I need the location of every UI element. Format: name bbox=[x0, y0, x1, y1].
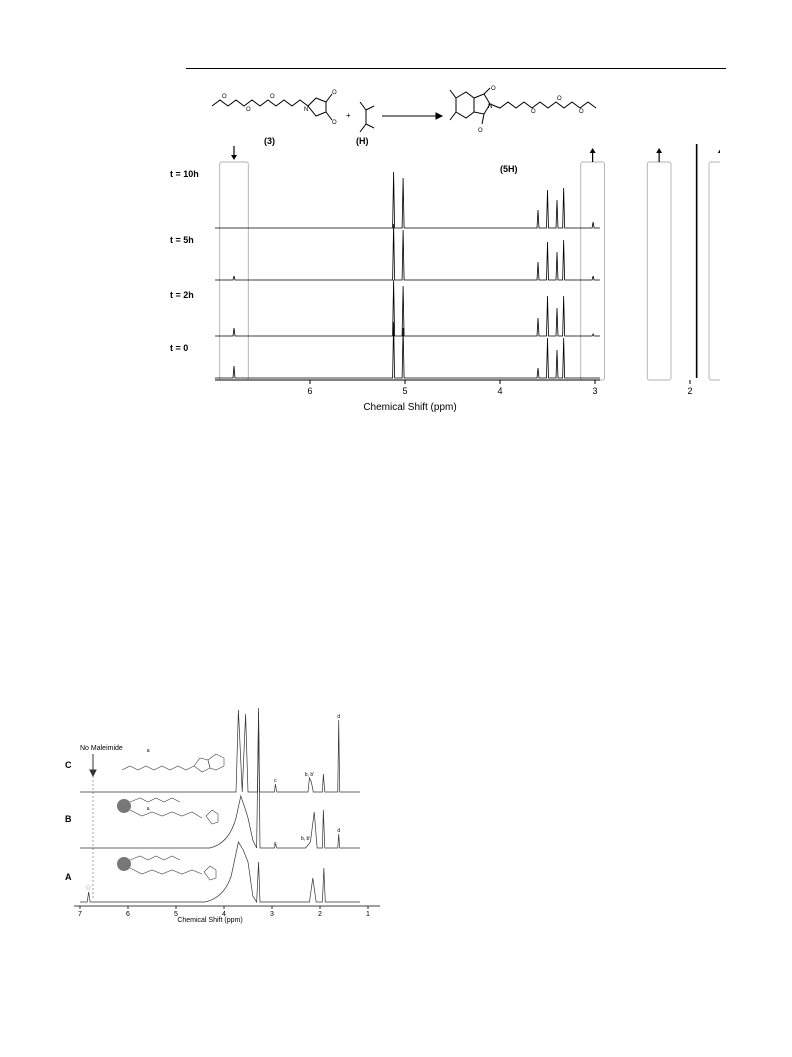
no-maleimide-annotation: No Maleimide bbox=[80, 745, 123, 752]
arrowhead bbox=[590, 148, 596, 153]
highlight-box bbox=[220, 162, 249, 380]
x-tick-label: 5 bbox=[402, 386, 408, 396]
x-tick-label: 2 bbox=[687, 386, 693, 396]
svg-text:O: O bbox=[332, 120, 337, 126]
nmr-trace bbox=[215, 280, 600, 336]
svg-text:O: O bbox=[270, 94, 275, 100]
panel-label-a: A bbox=[65, 872, 72, 882]
arrowhead bbox=[656, 148, 662, 153]
page-top-rule bbox=[186, 68, 726, 69]
star-marker-icon: ☆ bbox=[84, 883, 92, 892]
plus-sign: + bbox=[346, 111, 351, 120]
nmr-trace bbox=[215, 224, 600, 280]
f2-x-axis-title: Chemical Shift (ppm) bbox=[177, 917, 243, 924]
nmr-trace bbox=[215, 172, 600, 228]
svg-text:O: O bbox=[531, 109, 536, 115]
spectrum-a bbox=[80, 842, 360, 902]
panel-label-c: C bbox=[65, 760, 72, 770]
x-tick-label: 6 bbox=[307, 386, 313, 396]
nmr-kinetics-figure bbox=[160, 80, 720, 420]
highlight-box bbox=[581, 162, 605, 380]
highlight-box bbox=[647, 162, 671, 380]
x-axis-title: Chemical Shift (ppm) bbox=[363, 402, 457, 413]
label-reactant-h: (H) bbox=[356, 136, 369, 146]
svg-text:O: O bbox=[222, 94, 227, 100]
x-axis-ticks bbox=[307, 380, 692, 396]
svg-text:O: O bbox=[478, 128, 483, 134]
svg-text:N: N bbox=[488, 104, 493, 110]
peak-label-b-a: a bbox=[146, 806, 150, 812]
peak-label-c-bb: b, b' bbox=[304, 772, 315, 778]
trace-label-2h: t = 2h bbox=[170, 290, 194, 300]
x-tick-label: 1 bbox=[366, 911, 370, 918]
highlight-box bbox=[709, 162, 720, 380]
label-product-5h: (5H) bbox=[500, 164, 518, 174]
peak-label-c-c: c bbox=[274, 778, 277, 784]
svg-text:O: O bbox=[579, 109, 584, 115]
label-reactant-3: (3) bbox=[264, 136, 275, 146]
x-tick-label: 3 bbox=[592, 386, 598, 396]
product-structure bbox=[450, 88, 596, 124]
trace-label-t0: t = 0 bbox=[170, 343, 189, 353]
nanoparticle-nmr-figure bbox=[60, 700, 390, 930]
nmr-trace bbox=[215, 322, 600, 378]
svg-text:O: O bbox=[557, 96, 562, 102]
highlight-boxes bbox=[220, 146, 720, 380]
peak-label-c-d: d bbox=[337, 714, 341, 720]
peak-letter-labels bbox=[147, 714, 341, 847]
peak-label-b-bb: b, b' bbox=[300, 836, 311, 842]
x-tick-label: 7 bbox=[78, 911, 82, 918]
x-tick-label: 5 bbox=[174, 911, 178, 918]
trace-label-5h: t = 5h bbox=[170, 235, 194, 245]
down-arrow-icon bbox=[90, 754, 96, 776]
spectrum-b bbox=[80, 708, 360, 848]
trace-label-10h: t = 10h bbox=[170, 169, 199, 179]
peak-label-b-d: d bbox=[337, 828, 341, 834]
svg-text:O: O bbox=[332, 90, 337, 96]
x-tick-label: 2 bbox=[318, 911, 322, 918]
arrowhead bbox=[718, 148, 720, 153]
svg-text:O: O bbox=[246, 107, 251, 113]
diene-structure bbox=[360, 102, 374, 132]
x-tick-label: 4 bbox=[222, 911, 226, 918]
peak-label-b-c: c bbox=[274, 841, 277, 847]
x-tick-label: 6 bbox=[126, 911, 130, 918]
peak-label-c-a: a bbox=[146, 748, 150, 754]
panel-label-b: B bbox=[65, 814, 72, 824]
x-tick-label: 3 bbox=[270, 911, 274, 918]
arrowhead bbox=[231, 155, 237, 160]
x-tick-label: 4 bbox=[497, 386, 503, 396]
spectra-traces bbox=[215, 144, 697, 378]
reaction-arrow bbox=[382, 113, 442, 119]
small-molecule-structure bbox=[122, 754, 224, 772]
svg-text:O: O bbox=[491, 86, 496, 92]
svg-text:N: N bbox=[304, 107, 309, 113]
nanoparticle-icon bbox=[117, 798, 218, 880]
